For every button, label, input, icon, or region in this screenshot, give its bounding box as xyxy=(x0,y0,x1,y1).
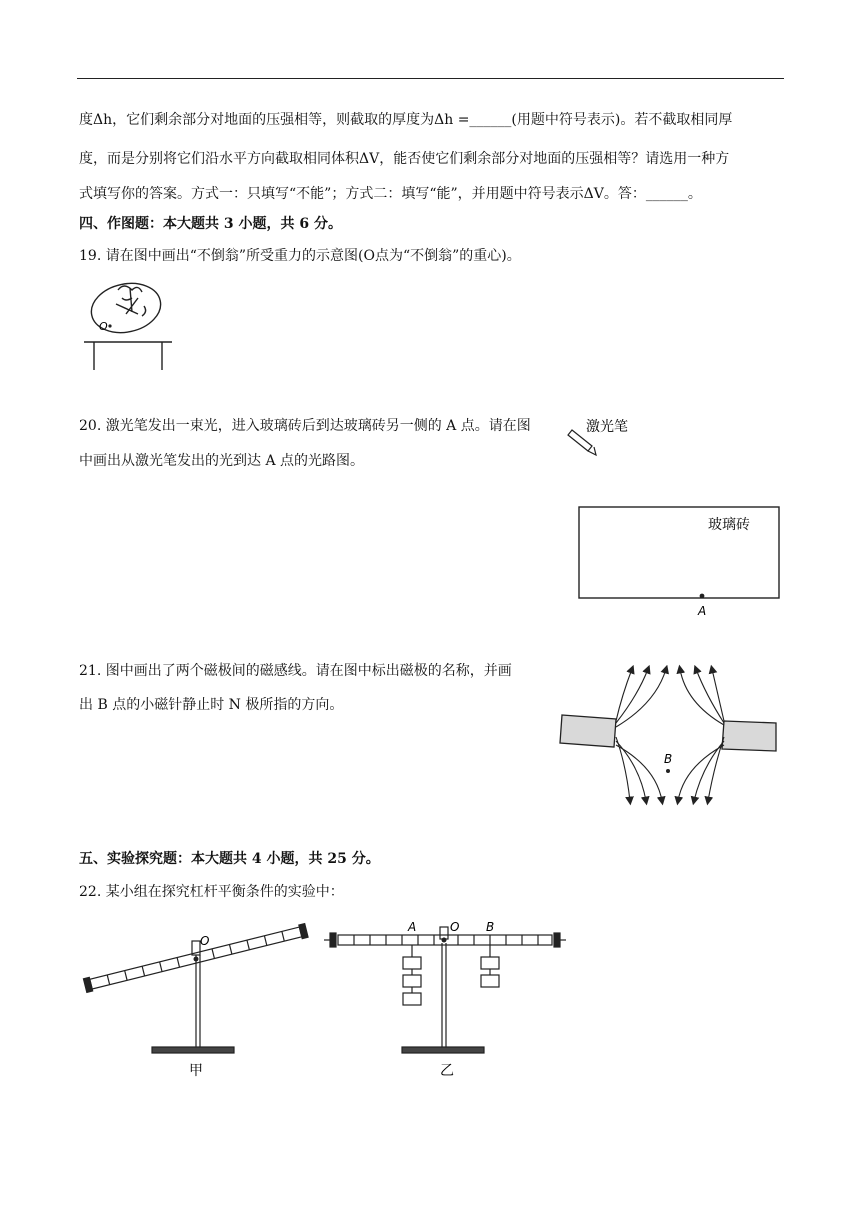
question-19-text: 19. 请在图中画出“不倒翁”所受重力的示意图(O点为“不倒翁”的重心)。 xyxy=(79,248,521,264)
tumbler-figure xyxy=(78,280,178,372)
yi-weight-b-2 xyxy=(481,975,499,987)
tumbler-face-marks xyxy=(116,286,146,316)
point-a-dot xyxy=(700,594,705,599)
jia-nut-right xyxy=(299,924,308,939)
question-20-text-b: 中画出从激光笔发出的光到达 A 点的光路图。 xyxy=(79,453,365,469)
yi-point-a-label: A xyxy=(408,920,417,934)
lever-figure-jia xyxy=(83,924,308,1053)
magnet-right xyxy=(722,721,776,751)
magnet-left xyxy=(560,715,616,747)
jia-pivot-dot xyxy=(194,957,199,962)
jia-caption: 甲 xyxy=(189,1063,203,1079)
tumbler-center-dot xyxy=(108,324,111,327)
field-line-bottom-3 xyxy=(616,745,662,801)
yi-point-b-label: B xyxy=(486,920,495,934)
jia-pivot-label: O xyxy=(200,934,210,948)
paragraph-line-1: 度Δh，它们剩余部分对地面的压强相等，则截取的厚度为Δh =______(用题中符号表示)。若不截取相同厚 xyxy=(79,112,733,128)
yi-weight-a-2 xyxy=(403,975,421,987)
yi-nut-right xyxy=(554,933,560,947)
glass-brick-label: 玻璃砖 xyxy=(708,517,750,533)
section-4-title: 四、作图题：本大题共 3 小题，共 6 分。 xyxy=(79,216,342,232)
laser-pen-label: 激光笔 xyxy=(586,419,628,435)
yi-weight-b-1 xyxy=(481,957,499,969)
paragraph-line-2: 度，而是分别将它们沿水平方向截取相同体积ΔV，能否使它们剩余部分对地面的压强相等？请选用一种方 xyxy=(79,151,730,167)
question-21-text-a: 21. 图中画出了两个磁极间的磁感线。请在图中标出磁极的名称，并画 xyxy=(79,663,512,679)
yi-weight-a-3 xyxy=(403,993,421,1005)
point-b-dot xyxy=(666,769,670,773)
point-a-label: A xyxy=(698,604,707,618)
yi-weight-a-1 xyxy=(403,957,421,969)
laser-pen-figure xyxy=(566,412,646,460)
field-line-top-3 xyxy=(616,669,666,727)
question-21-text-b: 出 B 点的小磁针静止时 N 极所指的方向。 xyxy=(79,697,344,713)
yi-nut-left xyxy=(330,933,336,947)
yi-pivot-label: O xyxy=(450,920,460,934)
field-line-top-4 xyxy=(680,669,724,725)
lever-figures xyxy=(78,915,578,1085)
question-20-text-a: 20. 激光笔发出一束光，进入玻璃砖后到达玻璃砖另一侧的 A 点。请在图 xyxy=(79,418,531,434)
paragraph-line-3: 式填写你的答案。方式一：只填写“不能”；方式二：填写“能”，并用题中符号表示ΔV。答：______。 xyxy=(79,186,702,202)
yi-pivot xyxy=(440,927,448,939)
lever-figure-yi xyxy=(324,927,566,1053)
magnetic-field-figure xyxy=(556,655,780,807)
field-line-top-5 xyxy=(696,669,724,723)
yi-stand-base xyxy=(402,1047,484,1053)
field-line-top-2 xyxy=(616,669,648,723)
yi-pivot-dot xyxy=(442,938,447,943)
jia-nut-left xyxy=(83,977,92,992)
section-5-title: 五、实验探究题：本大题共 4 小题，共 25 分。 xyxy=(79,851,380,867)
tumbler-center-label: O xyxy=(99,320,108,333)
yi-caption: 乙 xyxy=(440,1063,454,1079)
glass-brick-figure xyxy=(577,505,783,619)
point-b-label: B xyxy=(664,752,673,766)
field-line-bottom-4 xyxy=(678,745,724,801)
jia-stand-base xyxy=(152,1047,234,1053)
question-22-text: 22. 某小组在探究杠杆平衡条件的实验中： xyxy=(79,884,344,900)
header-rule xyxy=(77,78,784,79)
